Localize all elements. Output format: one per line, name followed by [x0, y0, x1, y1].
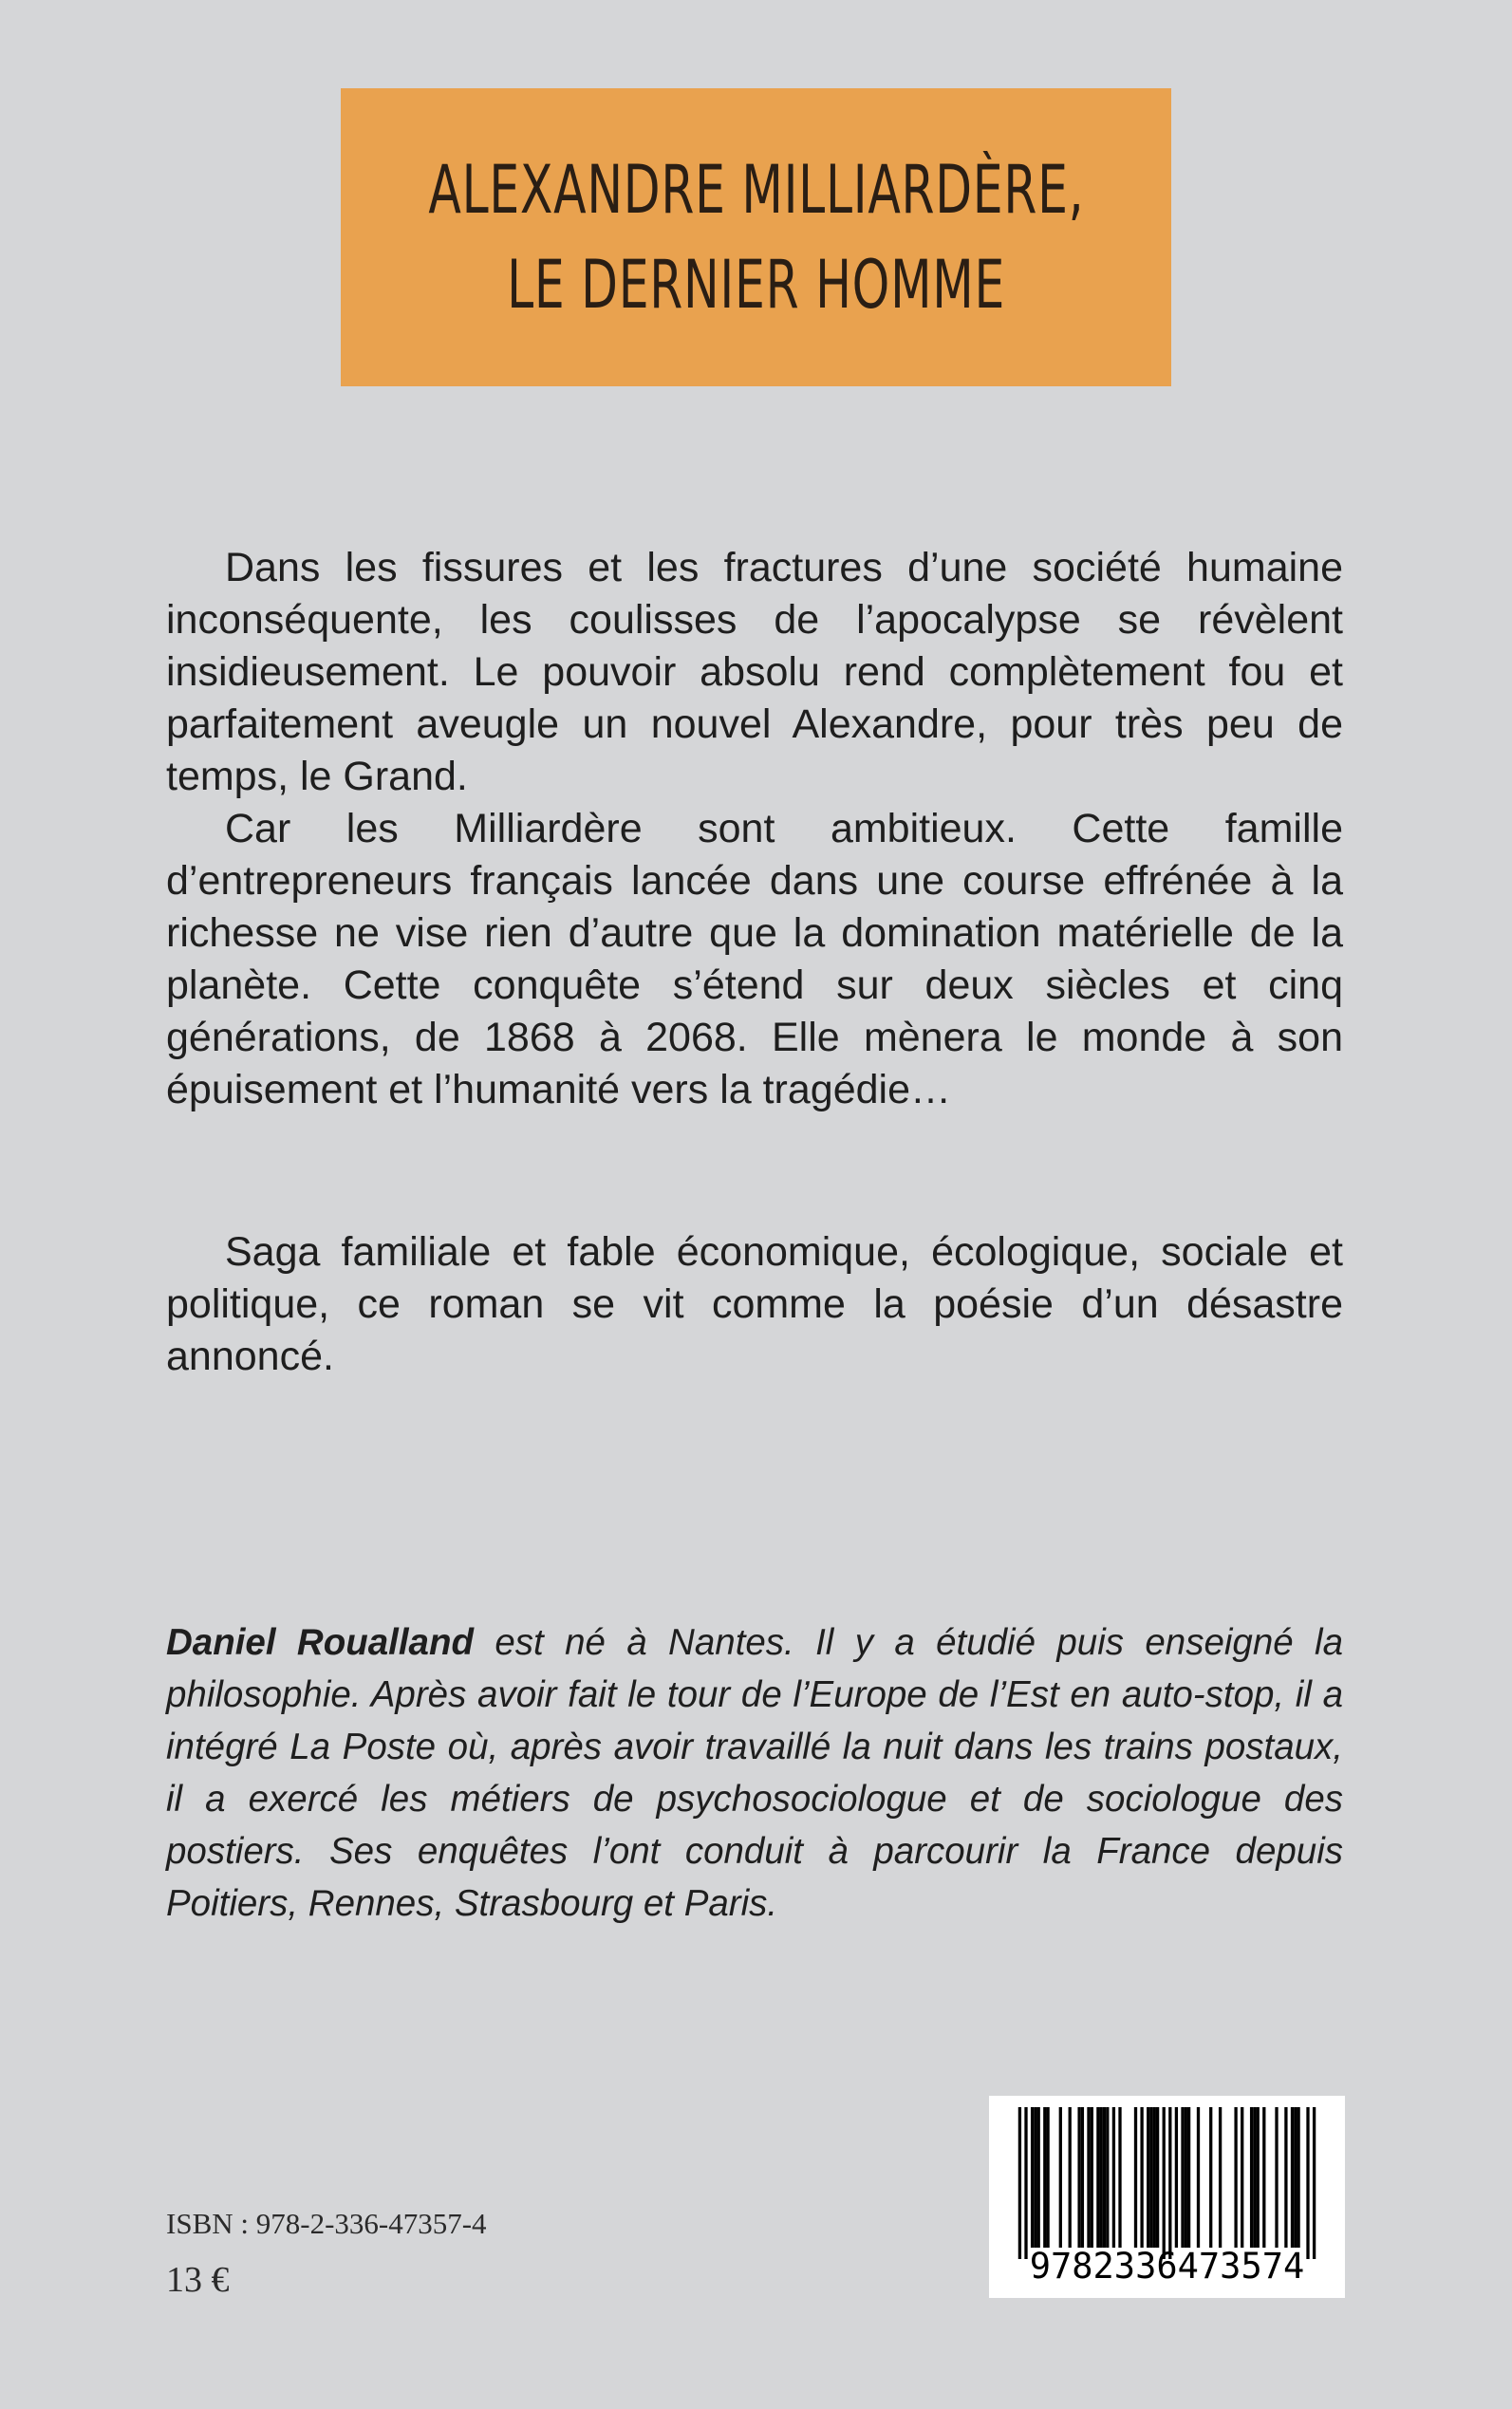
author-bio-text: est né à Nantes. Il y a étudié puis enseigné la philosophie. Après avoir fait le tour de l’Europe de l’Est en auto-stop, il a intégré La Poste où, après avoir travaillé la nuit dans les trains postaux, il a exercé les métiers de psychosociologue et de sociologue des postiers. Ses enquêtes l’ont conduit à parcourir la France depuis Poitiers, Rennes, Strasbourg et Paris. [166, 1622, 1343, 1924]
barcode-bar [1163, 2107, 1166, 2259]
blurb-paragraph-1: Dans les fissures et les fractures d’une société humaine inconséquente, les coulisses de l’apocalypse se révèlent insidieusement. Le pouvoir absolu rend complètement fou et parfaitement aveugle un nouvel Alexandre, pour très peu de temps, le Grand. [166, 545, 1343, 799]
barcode-bar [1313, 2107, 1316, 2259]
barcode-digits: 9782336473574 [1029, 2246, 1305, 2287]
barcode-bar [1257, 2107, 1260, 2248]
barcode-bar [1087, 2107, 1090, 2248]
barcode-bar [1018, 2107, 1021, 2259]
barcode-bar [1118, 2107, 1121, 2248]
barcode-bar [1037, 2107, 1040, 2248]
barcode-bar [1149, 2107, 1152, 2248]
barcode-bar [1168, 2107, 1171, 2259]
barcode-bar [1147, 2107, 1149, 2248]
barcode-bar [1250, 2107, 1253, 2248]
barcode-bar [1153, 2107, 1156, 2248]
barcode-bar [1294, 2107, 1297, 2248]
barcode-bar [1059, 2107, 1062, 2248]
barcode-bar [1081, 2107, 1084, 2248]
blurb-summary-section [166, 1226, 1343, 1383]
barcode-bar [1262, 2107, 1265, 2248]
barcode-bar [1034, 2107, 1036, 2248]
barcode-bar [1175, 2107, 1178, 2248]
barcode-bar [1253, 2107, 1256, 2248]
barcode-bar [1024, 2107, 1027, 2259]
barcode-bar [1031, 2107, 1034, 2248]
price-text: 13 € [166, 2260, 230, 2300]
title-block [341, 88, 1171, 386]
barcode-bar [1043, 2107, 1046, 2248]
barcode-bar [1275, 2107, 1278, 2248]
barcode-bar [1091, 2107, 1093, 2248]
barcode [989, 2096, 1345, 2298]
barcode-bar [1100, 2107, 1103, 2248]
blurb-paragraph-3: Saga familiale et fable économique, écologique, sociale et politique, ce roman se vit comme la poésie d’un désastre annoncé. [166, 1229, 1343, 1379]
author-bio [166, 1616, 1343, 1930]
blurb-section [166, 542, 1343, 1116]
barcode-bar [1046, 2107, 1049, 2248]
barcode-bar [1187, 2107, 1190, 2248]
barcode-bar [1069, 2107, 1072, 2248]
barcode-bar [1140, 2107, 1143, 2248]
barcode-bar [1134, 2107, 1137, 2248]
barcode-bar [1209, 2107, 1212, 2248]
barcode-bar [1241, 2107, 1243, 2248]
barcode-bar [1234, 2107, 1237, 2248]
barcode-bar [1291, 2107, 1294, 2248]
book-title-line-2: LE DERNIER HOMME [507, 246, 1005, 324]
barcode-bar [1185, 2107, 1187, 2248]
barcode-bar [1219, 2107, 1222, 2248]
barcode-bar [1112, 2107, 1115, 2248]
barcode-bar [1181, 2107, 1184, 2248]
blurb-paragraph-2: Car les Milliardère sont ambitieux. Cette famille d’entrepreneurs français lancée dans une course effrénée à la richesse ne vise rien d’autre que la domination matérielle de la planète. Cette conquête s’étend sur deux siècles et cinq générations, de 1868 à 2068. Elle mènera le monde à son épuisement et l’humanité vers la tragédie… [166, 806, 1343, 1112]
barcode-bar [1103, 2107, 1106, 2248]
barcode-bar [1297, 2107, 1299, 2248]
barcode-bar [1106, 2107, 1109, 2248]
author-name: Daniel Roualland [166, 1622, 474, 1663]
barcode-bar [1096, 2107, 1099, 2248]
barcode-bar [1284, 2107, 1287, 2248]
barcode-bar [1197, 2107, 1200, 2248]
barcode-bar [1306, 2107, 1309, 2259]
book-title-line-1: ALEXANDRE MILLIARDÈRE, [427, 151, 1085, 229]
barcode-bar [1077, 2107, 1080, 2248]
barcode-bar [1156, 2107, 1159, 2248]
isbn-text: ISBN : 978-2-336-47357-4 [166, 2207, 487, 2240]
